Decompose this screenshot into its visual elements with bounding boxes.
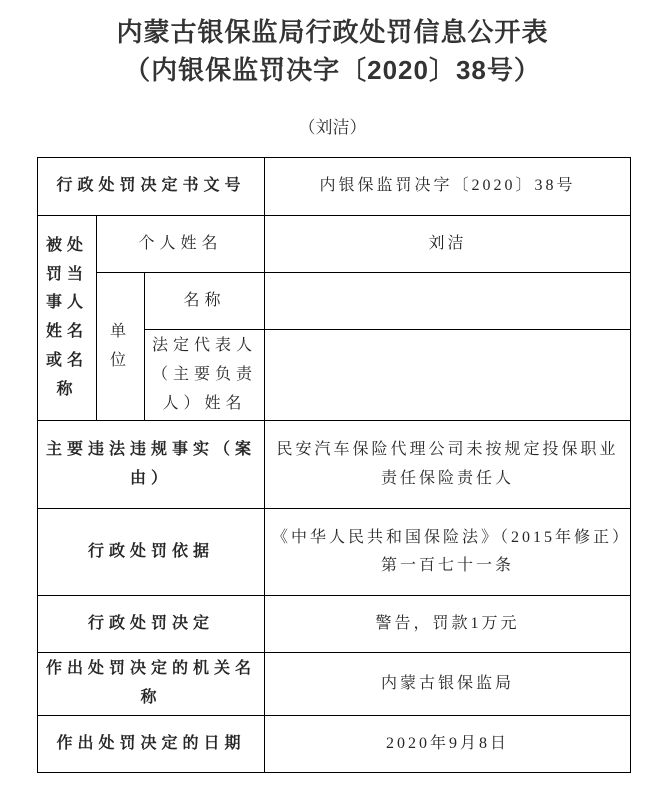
- decision-date-value: 2020年9月8日: [265, 715, 631, 772]
- penalty-decision-value: 警告，罚款1万元: [265, 596, 631, 653]
- row-authority-name: [38, 653, 631, 716]
- personal-name-label: 个人姓名: [97, 216, 265, 273]
- row-penalty-basis: [38, 509, 631, 596]
- person-heading: （刘洁）: [298, 118, 367, 137]
- document-title-line2: （内银保监罚决字〔2020〕38号）: [124, 55, 541, 85]
- authority-name-value: 内蒙古银保监局: [265, 653, 631, 716]
- violation-facts-value: 民安汽车保险代理公司未按规定投保职业责任保险责任人: [265, 421, 631, 509]
- doc-number-value: 内银保监罚决字〔2020〕38号: [265, 158, 631, 216]
- party-group-label: 被处罚当事人姓名或名称: [38, 216, 97, 421]
- row-penalty-decision: [38, 596, 631, 653]
- legal-rep-label: 法定代表人（主要负责人）姓名: [145, 330, 265, 421]
- personal-name-value: 刘洁: [265, 216, 631, 273]
- penalty-info-table: [37, 157, 631, 773]
- row-doc-number: [38, 158, 631, 216]
- legal-rep-value: [265, 330, 631, 421]
- row-personal-name: [38, 216, 631, 273]
- document-title: [0, 0, 665, 89]
- unit-name-value: [265, 273, 631, 330]
- doc-number-label: 行政处罚决定书文号: [38, 158, 265, 216]
- row-decision-date: [38, 715, 631, 772]
- decision-date-label: 作出处罚决定的日期: [38, 715, 265, 772]
- penalty-decision-label: 行政处罚决定: [38, 596, 265, 653]
- penalty-basis-value: 《中华人民共和国保险法》（2015年修正）第一百七十一条: [265, 509, 631, 596]
- unit-name-label: 名称: [145, 273, 265, 330]
- penalty-basis-label: 行政处罚依据: [38, 509, 265, 596]
- document-title-line1: 内蒙古银保监局行政处罚信息公开表: [116, 17, 549, 47]
- unit-label: 单位: [97, 273, 145, 421]
- authority-name-label: 作出处罚决定的机关名称: [38, 653, 265, 716]
- row-unit-name: [38, 273, 631, 330]
- violation-facts-label: 主要违法违规事实（案由）: [38, 421, 265, 509]
- row-violation-facts: [38, 421, 631, 509]
